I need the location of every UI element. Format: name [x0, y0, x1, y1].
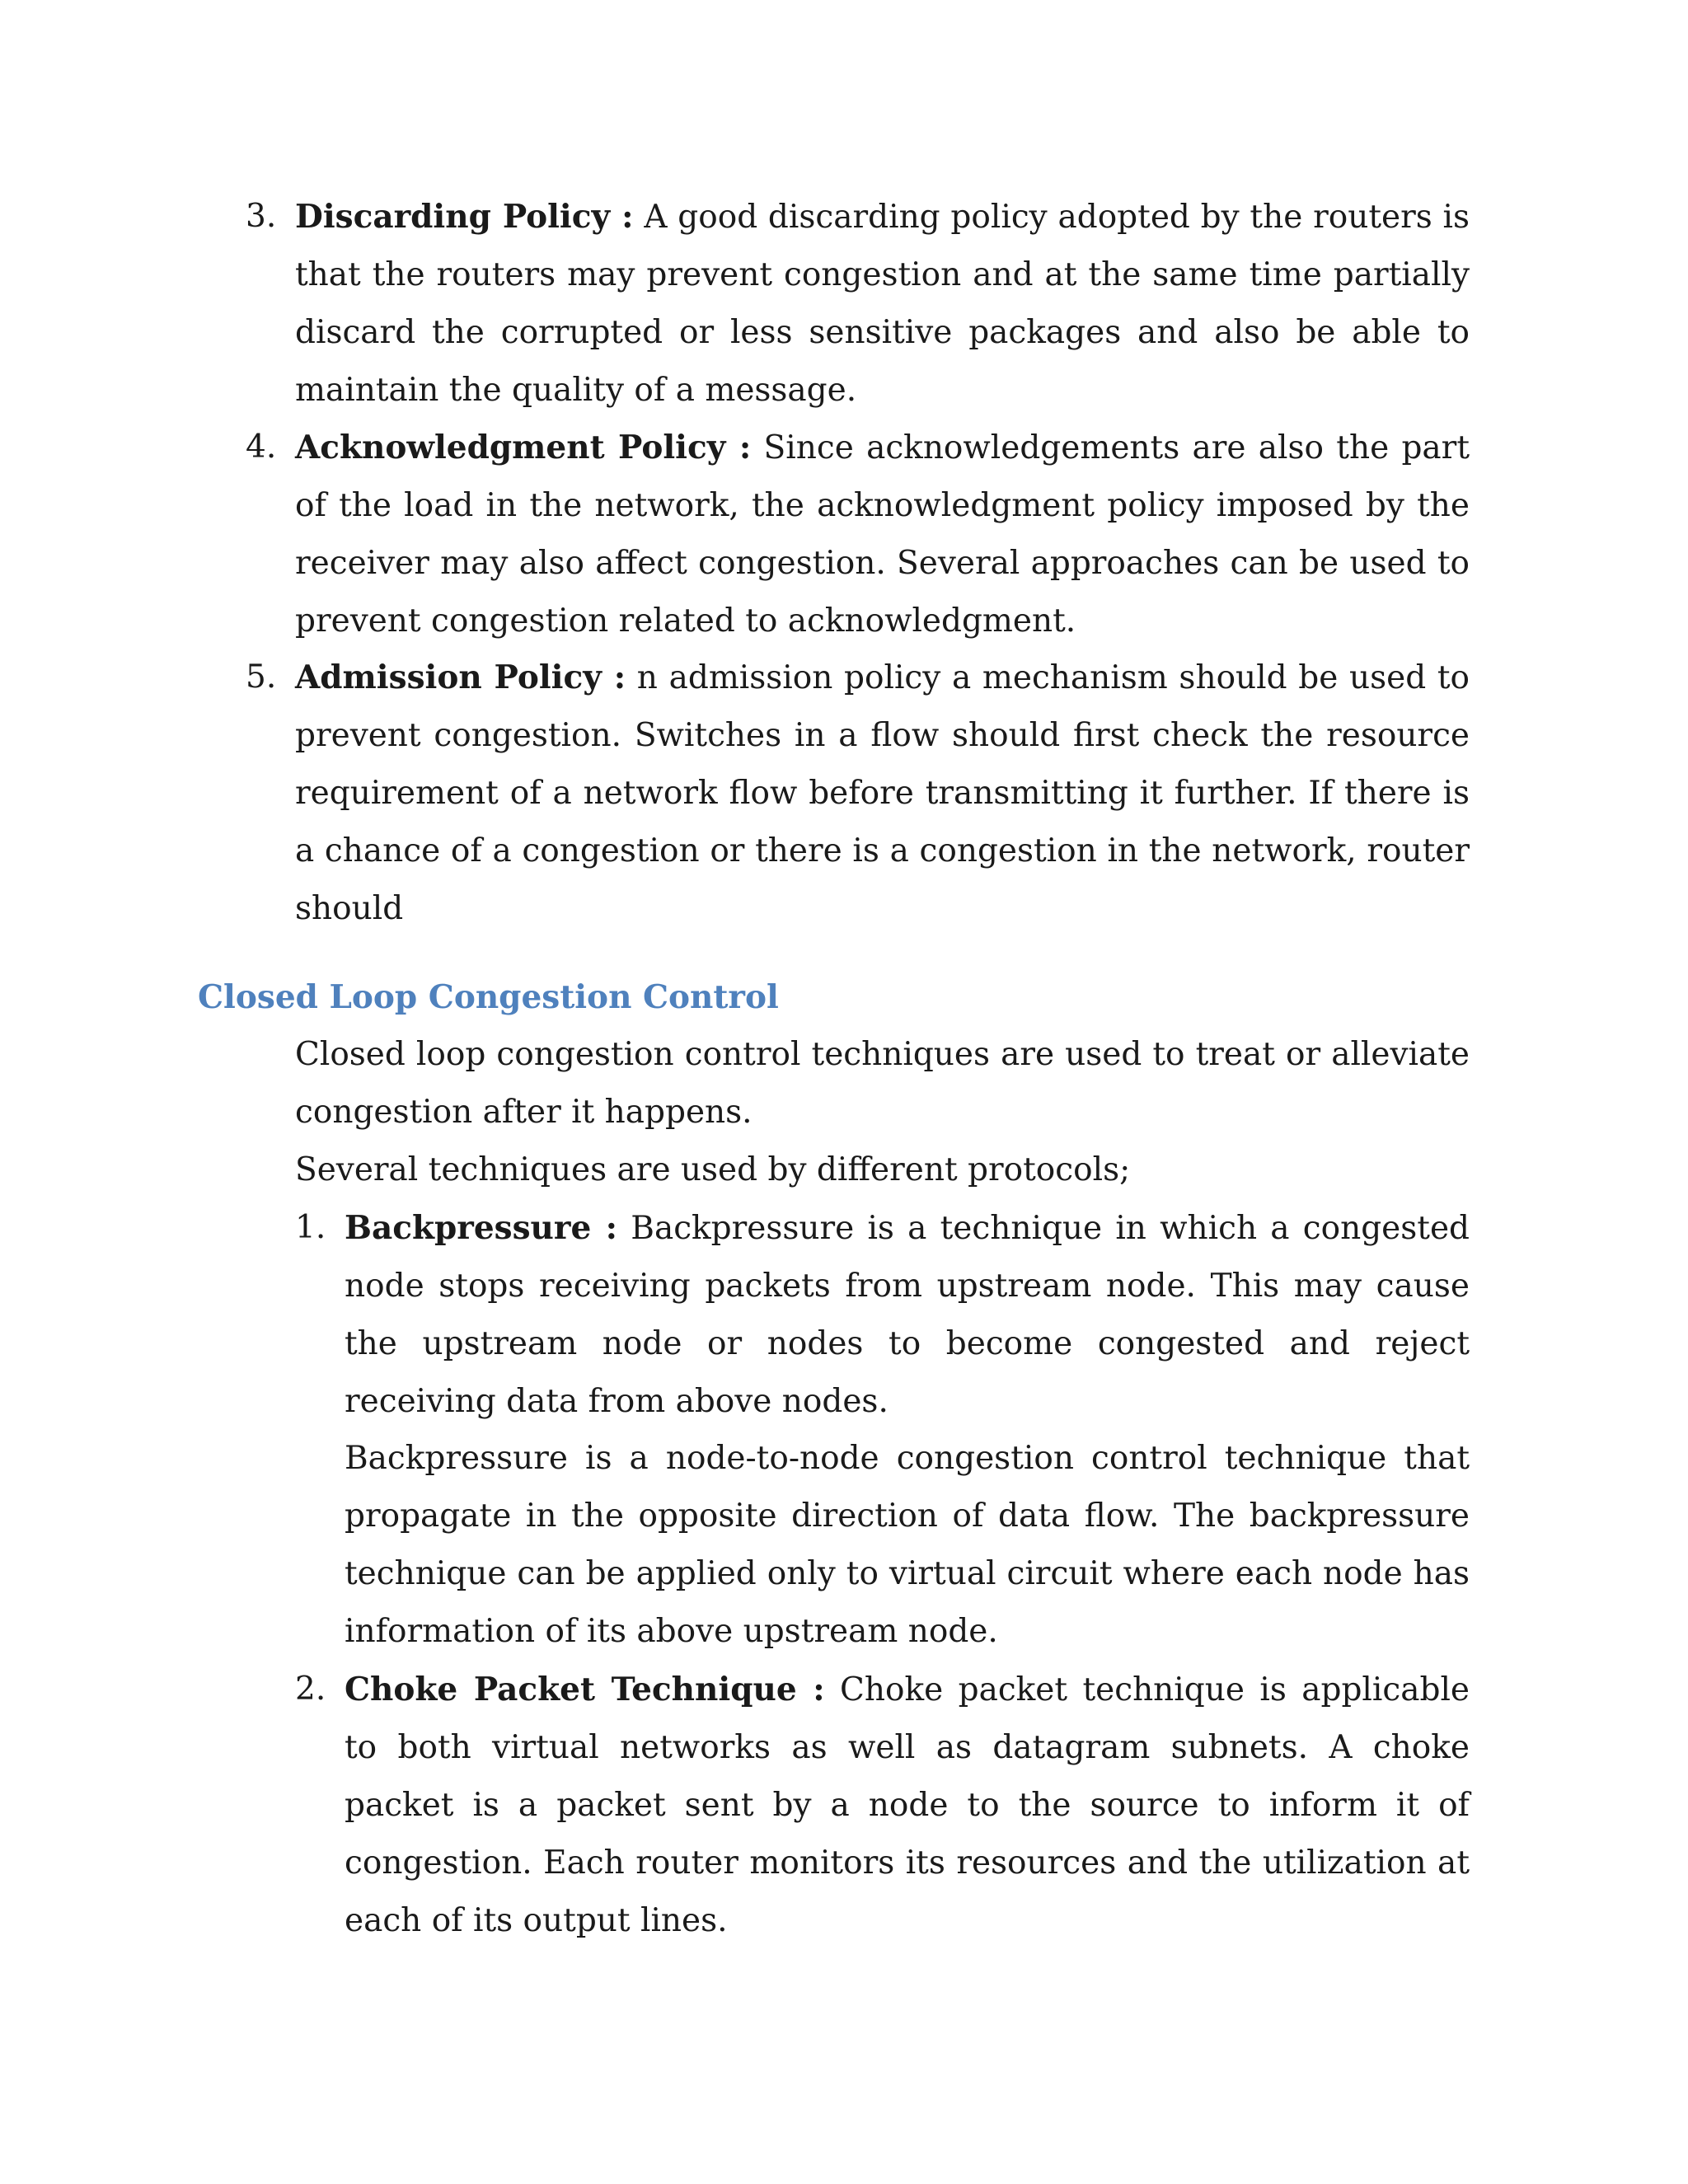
list-item-admission-policy	[295, 649, 1470, 938]
list-number: 2.	[295, 1671, 326, 1708]
item-text: Backpressure is a technique in which a congested node stops receiving packets from upstream node. This may cause the upstream node or nodes to become congested and reject receiving data from above nodes.	[345, 1210, 1470, 1420]
intro-paragraph-2: Several techniques are used by different protocols;	[295, 1151, 1131, 1188]
section-heading: Closed Loop Congestion Control	[198, 978, 779, 1016]
item-text: A good discarding policy adopted by the routers is that the routers may prevent congestion and at the same time partially discard the corrupted or less sensitive packages and also be able to maintain the quality of a message.	[295, 199, 1470, 409]
list-item-discarding-policy	[295, 188, 1470, 419]
list-number: 1.	[295, 1209, 326, 1246]
item-label: Discarding Policy :	[295, 198, 634, 236]
list-item-choke-packet	[345, 1661, 1470, 1950]
intro-paragraph: Closed loop congestion control techniques are used to treat or alleviate congestion after it happens.	[295, 1036, 1470, 1131]
item-label: Choke Packet Technique :	[345, 1671, 825, 1708]
backpressure-extra-paragraph: Backpressure is a node-to-node congestion control technique that propagate in the opposite direction of data flow. The backpressure technique can be applied only to virtual circuit where each node has information of its above upstream node.	[345, 1440, 1470, 1650]
list-number: 5.	[246, 658, 277, 696]
item-text: Since acknowledgements are also the part of the load in the network, the acknowledgment policy imposed by the receiver may also affect congestion. Several approaches can be used to prevent congestion related to acknowledgment.	[295, 429, 1470, 640]
list-item-backpressure	[345, 1199, 1470, 1431]
item-label: Acknowledgment Policy :	[295, 429, 752, 466]
item-text: Choke packet technique is applicable to both virtual networks as well as datagram subnets. A choke packet is a packet sent by a node to the source to inform it of congestion. Each router monitors its resources and the utilization at each of its output lines.	[345, 1671, 1470, 1939]
list-item-acknowledgment-policy	[295, 419, 1470, 650]
list-number: 4.	[246, 429, 277, 466]
item-text: n admission policy a mechanism should be used to prevent congestion. Switches in a flow should first check the resource requirement of a network flow before transmitting it further. If there is a chance of a congestion or there is a congestion in the network, router should	[295, 659, 1470, 927]
item-label: Admission Policy :	[295, 658, 626, 696]
item-label: Backpressure :	[345, 1209, 618, 1247]
list-number: 3.	[246, 198, 277, 235]
